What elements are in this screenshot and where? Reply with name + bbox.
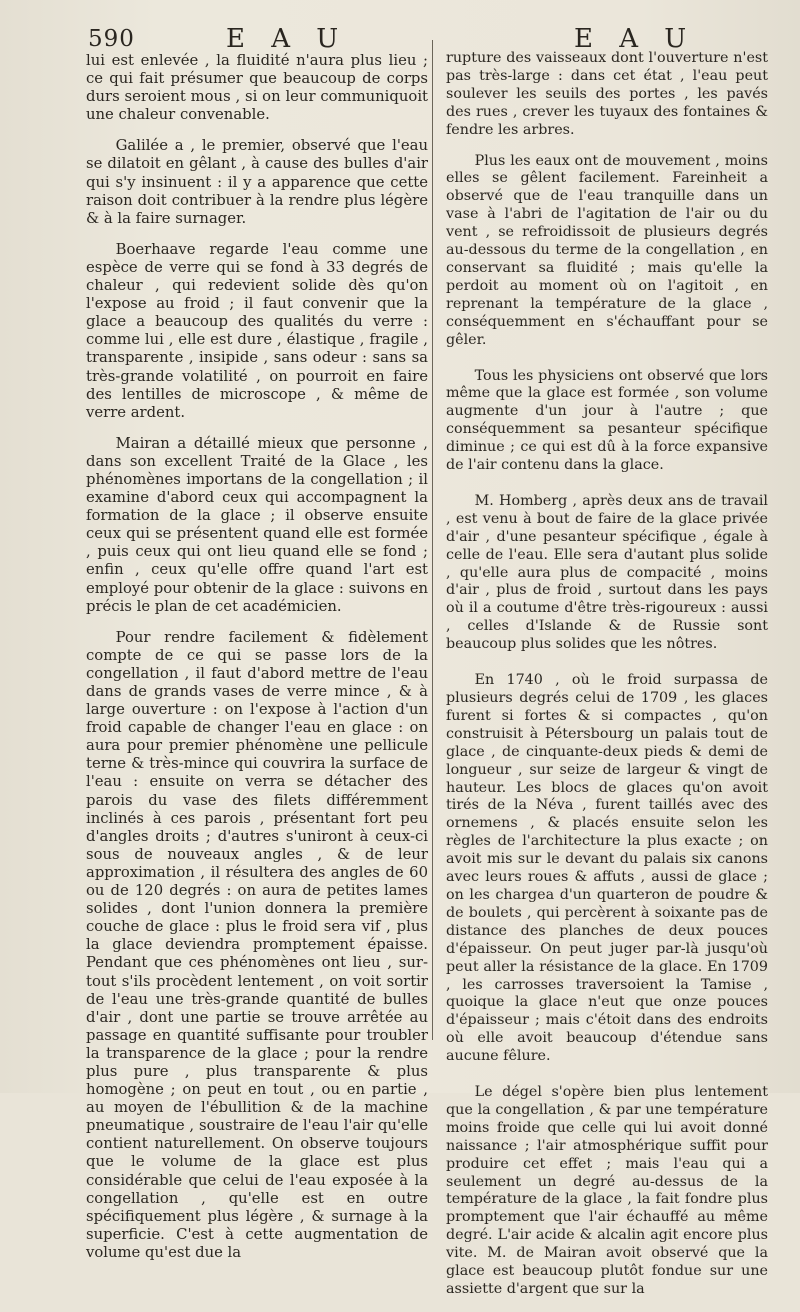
running-title-left: E A U [226, 24, 348, 54]
paragraph: Galilée a , le premier, observé que l'eau se dilatoit en gêlant , à cause des bulles d'air qui s'y insinuent : il y a apparence que cette raison doit contribuer à la rendre plus légère & à la faire surnager. [86, 137, 428, 227]
running-title-right: E A U [574, 24, 696, 54]
paragraph: Pour rendre facilement & fidèlement compte de ce qui se passe lors de la congellation , il faut d'abord mettre de l'eau dans de grands vases de verre mince , & à large ouverture : on l'expose à l'action d'un froid capable de changer l'eau en glace : on aura pour premier phénomène une pellicule terne & très-mince qui couvrira la surface de l'eau : ensuite on verra se détacher des parois du vase des filets différemment inclinés à ces parois , présentant fort peu d'angles droits ; d'autres s'uniront à ceux-ci sous de nouveaux angles , & de leur approximation , il résultera des angles de 60 ou de 120 degrés : on aura de petites lames solides , dont l'union donnera la première couche de glace : plus le froid sera vif , plus la glace deviendra promptement épaisse. Pendant que ces phénomènes ont lieu , sur-tout s'ils procèdent lentement , on voit sortir de l'eau une très-grande quantité de bulles d'air , dont une partie se trouve arrêtée au passage en quantité suffisante pour troubler la transparence de la glace ; pour la rendre plus pure , plus transparente & plus homogène ; on peut en tout , ou en partie , au moyen de l'ébullition & de la machine pneumatique , soustraire de l'eau l'air qu'elle contient naturellement. On observe toujours que le volume de la glace est plus considérable que celui de l'eau exposée à la congellation , qu'elle est en outre spécifiquement plus légère , & surnage à la superficie. C'est à cette augmentation de volume qu'est due la [86, 628, 428, 1261]
paragraph: Mairan a détaillé mieux que personne , dans son excellent Traité de la Glace , les phénomènes importans de la congellation ; il examine d'abord ceux qui accompagnent la formation de la glace ; il observe ensuite ceux qui se présentent quand elle est formée , puis ceux qui ont lieu quand elle se fond ; enfin , ceux qu'elle offre quand l'art est employé pour obtenir de la glace : suivons en précis le plan de cet académicien. [86, 434, 428, 615]
paragraph: lui est enlevée , la fluidité n'aura plus lieu ; ce qui fait présumer que beaucoup de corps durs seroient mous , si on leur communiquoit une chaleur convenable. [86, 52, 428, 124]
paragraph: rupture des vaisseaux dont l'ouverture n'est pas très-large : dans cet état , l'eau peut soulever les seuils des portes , les pavés des rues , crever les tuyaux des fontaines & fendre les arbres. [446, 50, 768, 138]
column-divider [432, 40, 433, 1040]
page-number: 590 [88, 26, 135, 52]
paragraph: Boerhaave regarde l'eau comme une espèce de verre qui se fond à 33 degrés de chaleur , qui redevient solide dès qu'on l'expose au froid ; il faut convenir que la glace a beaucoup des qualités du verre : comme lui , elle est dure , élastique , fragile , transparente , insipide , sans odeur : sans sa très-grande volatilité , on pourroit en faire des lentilles de microscope , & même de verre ardent. [86, 240, 428, 421]
paragraph: M. Homberg , après deux ans de travail , est venu à bout de faire de la glace privée d'air , d'une pesanteur spécifique , égale à celle de l'eau. Elle sera d'autant plus solide , qu'elle aura plus de compacité , moins d'air , plus de froid , surtout dans les pays où il a coutume d'être très-rigoureux : aussi , celles d'Islande & de Russie sont beaucoup plus solides que les nôtres. [446, 492, 768, 653]
left-column [86, 52, 428, 1275]
right-column [446, 50, 768, 1312]
paragraph: Plus les eaux ont de mouvement , moins elles se gêlent facilement. Fareinheit a observé que de l'eau tranquille dans un vase à l'abri de l'agitation de l'air ou du vent , se refroidissoit de plusieurs degrés au-dessous du terme de la congellation , en conservant sa fluidité ; mais qu'elle la perdoit au moment où on l'agitoit , en reprenant la température de la glace , conséquemment en s'échauffant pour se gêler. [446, 152, 768, 348]
paragraph: En 1740 , où le froid surpassa de plusieurs degrés celui de 1709 , les glaces furent si fortes & si compactes , qu'on construisit à Pétersbourg un palais tout de glace , de cinquante-deux pieds & demi de longueur , sur seize de largeur & vingt de hauteur. Les blocs de glaces qu'on avoit tirés de la Néva , furent taillés avec des ornemens , & placés ensuite selon les règles de l'architecture la plus exacte ; on avoit mis sur le devant du palais six canons avec leurs roues & affuts , aussi de glace ; on les chargea d'un quarteron de poudre & de boulets , qui percèrent à soixante pas de distance des planches de deux pouces d'épaisseur. On peut juger par-là jusqu'où peut aller la résistance de la glace. En 1709 , les carrosses traversoient la Tamise , quoique la glace n'eut que onze pouces d'épaisseur ; mais c'étoit dans des endroits où elle avoit beaucoup d'étendue sans aucune fêlure. [446, 672, 768, 1065]
paragraph: Tous les physiciens ont observé que lors même que la glace est formée , son volume augmente d'un jour à l'autre ; que conséquemment sa pesanteur spécifique diminue ; ce qui est dû à la force expansive de l'air contenu dans la glace. [446, 367, 768, 474]
paragraph: Le dégel s'opère bien plus lentement que la congellation , & par une température moins froide que celle qui lui avoit donné naissance ; l'air atmosphérique suffit pour produire cet effet ; mais l'eau qui a seulement un degré au-dessus de la température de la glace , la fait fondre plus promptement que l'air échauffé au même degré. L'air acide & alcalin agit encore plus vite. M. de Mairan avoit observé que la glace est beaucoup plutôt fondue sur une assiette d'argent que sur la [446, 1084, 768, 1297]
